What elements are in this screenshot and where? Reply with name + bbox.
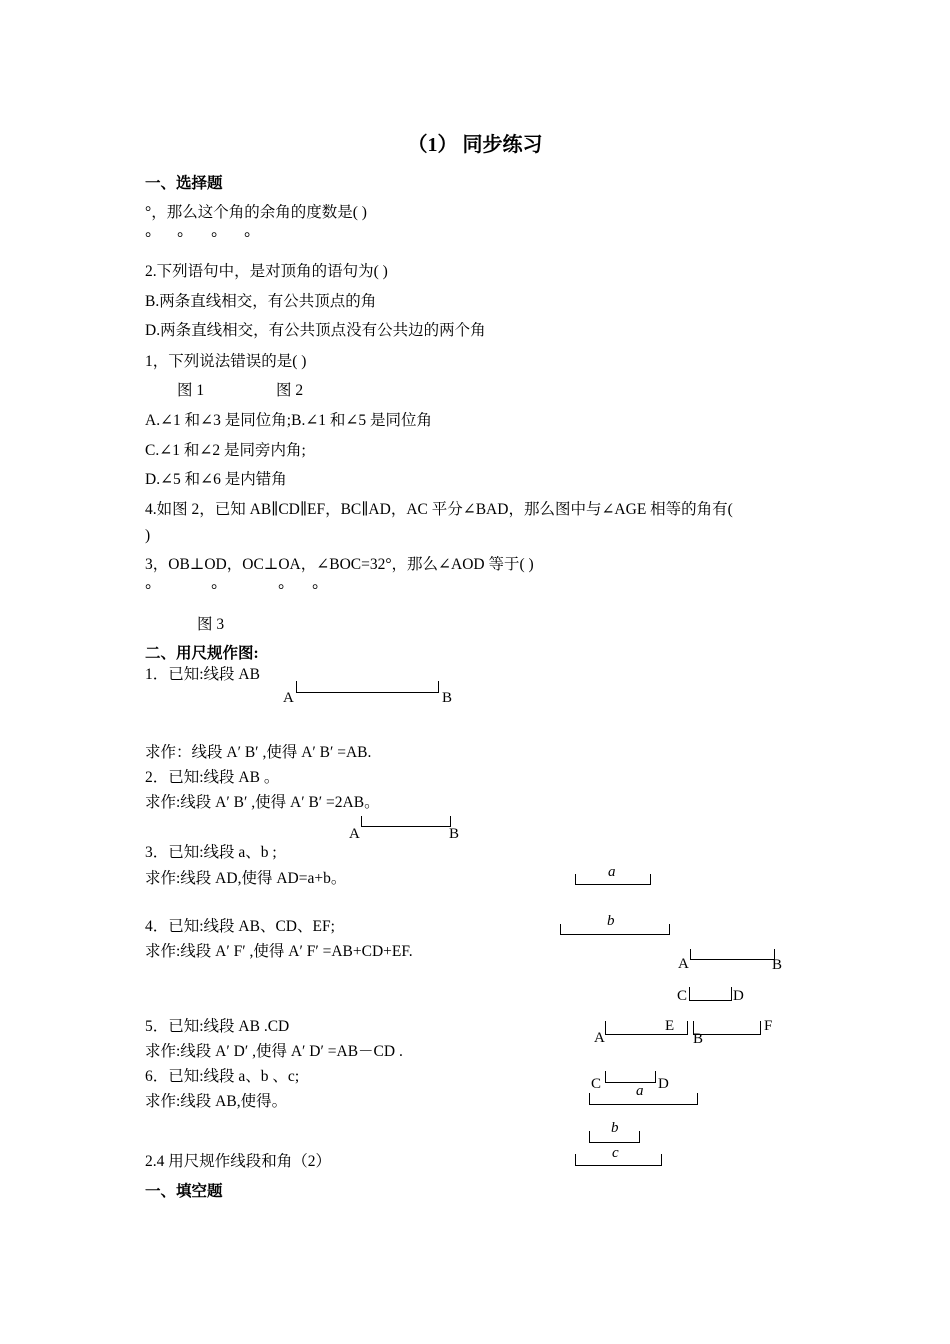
question-3-option-a: A.∠1 和∠3 是同位角;B.∠1 和∠5 是同位角 [145,412,433,429]
question-2-option-d: D.两条直线相交，有公共顶点没有公共边的两个角 [145,322,486,339]
segment-endpoint-tick [605,1021,606,1035]
question-5-option: ° [211,582,218,599]
segment-label-b: b [611,1120,619,1136]
construction-5-task: 求作:线段 A′ D′ ,使得 A′ D′ =AB－CD . [145,1043,403,1060]
section-construction-heading: 二、用尺规作图: [145,645,259,662]
next-lesson-heading: 2.4 用尺规作线段和角（2） [145,1153,332,1170]
segment-endpoint-tick [655,1071,656,1083]
segment-b-6 [589,1142,639,1143]
construction-2-task: 求作:线段 A′ B′ ,使得 A′ B′ =2AB。 [145,794,380,811]
segment-endpoint-tick [661,1154,662,1166]
section-fill-heading: 一、填空题 [145,1183,223,1200]
segment-cd-4 [689,1000,731,1001]
construction-1-task: 求作：线段 A′ B′ ,使得 A′ B′ =AB. [145,744,372,761]
construction-6-given: 6．已知:线段 a、b 、c; [145,1068,300,1085]
segment-b [560,934,669,935]
point-label-a: A [594,1030,605,1046]
figure-2-caption: 图 2 [276,382,304,399]
segment-endpoint-tick [650,874,651,885]
point-label-d: D [658,1076,669,1092]
question-1-option: ° [177,230,184,247]
point-label-b: B [693,1031,704,1047]
construction-5-given: 5．已知:线段 AB .CD [145,1018,290,1035]
question-3-option-c: C.∠1 和∠2 是同旁内角; [145,442,306,459]
question-3-stem: 1，下列说法错误的是( ) [145,353,307,370]
question-1-option: ° [244,230,251,247]
segment-endpoint-tick [438,681,439,693]
segment-label-a: a [636,1083,644,1099]
figure-1-caption: 图 1 [177,382,205,399]
segment-label-c: c [612,1145,619,1161]
point-label-a: A [349,826,360,842]
segment-endpoint-tick [639,1131,640,1143]
segment-cd-6 [605,1082,655,1083]
question-4-close: ) [145,527,151,544]
question-1-option: ° [145,230,152,247]
segment-a [575,884,650,885]
point-label-b: B [772,957,783,973]
point-label-b: B [449,826,460,842]
segment-ab-2 [361,826,450,827]
segment-label-a: a [608,864,616,880]
question-1-option: ° [211,230,218,247]
segment-endpoint-tick [693,1021,694,1035]
question-2-stem: 2.下列语句中，是对顶角的语句为( ) [145,263,388,280]
segment-ab-5 [605,1034,687,1035]
point-label-f: F [764,1018,773,1034]
point-label-c: C [591,1076,602,1092]
segment-endpoint-tick [760,1021,761,1035]
segment-endpoint-tick [689,987,690,1001]
figure-3-caption: 图 3 [197,616,225,633]
construction-2-given: 2．已知:线段 AB 。 [145,769,280,786]
question-5-stem: 3，OB⊥OD，OC⊥OA，∠BOC=32°，那么∠AOD 等于( ) [145,556,534,573]
segment-ef-5 [693,1034,760,1035]
segment-label-b: b [607,913,615,929]
question-2-option-b: B.两条直线相交，有公共顶点的角 [145,293,377,310]
question-1-stem: °，那么这个角的余角的度数是( ) [145,204,367,221]
segment-a-6 [589,1104,697,1105]
point-label-a: A [283,690,294,706]
segment-endpoint-tick [731,987,732,1001]
point-label-e: E [665,1018,675,1034]
page-title: （1） 同步练习 [407,134,543,156]
section-choice-heading: 一、选择题 [145,175,223,192]
point-label-b: B [442,690,453,706]
segment-endpoint-tick [669,924,670,935]
construction-4-given: 4．已知:线段 AB、CD、EF; [145,918,335,935]
segment-ab-4 [690,959,774,960]
construction-1-given: 1．已知:线段 AB [145,666,260,683]
question-5-option: ° [145,582,152,599]
question-5-option: ° [278,582,285,599]
question-3-option-d: D.∠5 和∠6 是内错角 [145,471,287,488]
point-label-d: D [733,988,744,1004]
segment-ab-1 [296,692,438,693]
question-5-option: ° [312,582,319,599]
point-label-a: A [678,956,689,972]
segment-c-6 [575,1165,661,1166]
question-4-stem: 4.如图 2，已知 AB∥CD∥EF，BC∥AD，AC 平分∠BAD，那么图中与∠AGE 相等的角有( [145,501,733,518]
point-label-c: C [677,988,688,1004]
construction-3-task: 求作:线段 AD,使得 AD=a+b。 [145,870,347,887]
segment-endpoint-tick [697,1093,698,1105]
segment-endpoint-tick [687,1021,688,1035]
construction-4-task: 求作:线段 A′ F′ ,使得 A′ F′ =AB+CD+EF. [145,943,413,960]
construction-3-given: 3．已知:线段 a、b ; [145,844,277,861]
construction-6-task: 求作:线段 AB,使得。 [145,1093,288,1110]
